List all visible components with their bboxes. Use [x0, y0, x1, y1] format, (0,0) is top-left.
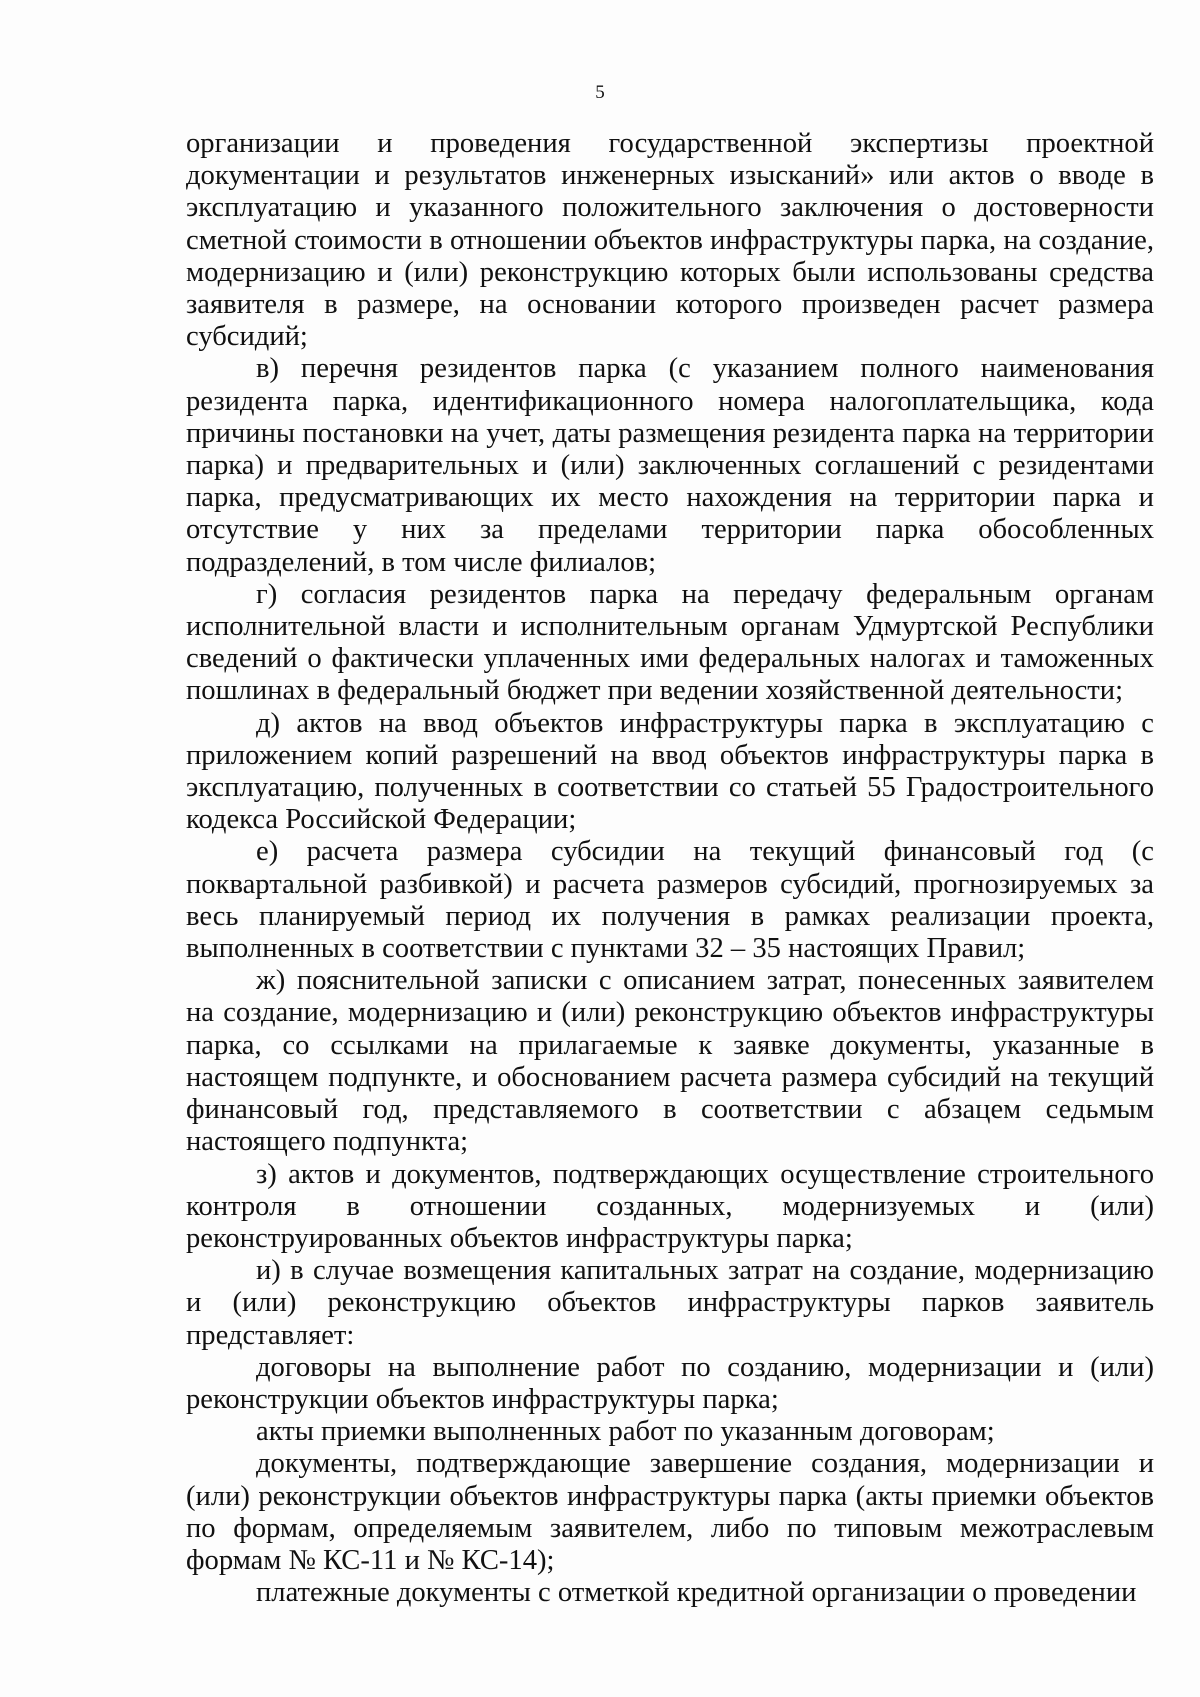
paragraph-item-e: е) расчета размера субсидии на текущий финансовый год (с поквартальной разбивкой) и расчета размеров субсидий, прогнозируемых за весь планируемый период их получения в рамках реализации проекта, выполненных в соответствии с пунктами 32 – 35 настоящих Правил; [186, 836, 1154, 965]
paragraph-item-d: д) актов на ввод объектов инфраструктуры парка в эксплуатацию с приложением копий разрешений на ввод объектов инфраструктуры парка в эксплуатацию, полученных в соответствии со статьей 55 Градостроительного кодекса Российской Федерации; [186, 707, 1154, 836]
paragraph-contracts: договоры на выполнение работ по созданию, модернизации и (или) реконструкции объектов инфраструктуры парка; [186, 1351, 1154, 1415]
paragraph-item-z: з) актов и документов, подтверждающих осуществление строительного контроля в отношении созданных, модернизуемых и (или) реконструированных объектов инфраструктуры парка; [186, 1158, 1154, 1254]
page-number: 5 [595, 82, 605, 103]
paragraph-continued: организации и проведения государственной экспертизы проектной документации и результатов инженерных изысканий» или актов о вводе в эксплуатацию и указанного положительного заключения о достоверности сметной стоимости в отношении объектов инфраструктуры парка, на создание, модернизацию и (или) реконструкцию которых были использованы средства заявителя в размере, на основании которого произведен расчет размера субсидий; [186, 128, 1154, 353]
paragraph-item-v: в) перечня резидентов парка (с указанием полного наименования резидента парка, идентификационного номера налогоплательщика, кода причины постановки на учет, даты размещения резидента парка на территории парка) и предварительных и (или) заключенных соглашений с резидентами парка, предусматривающих их место нахождения на территории парка и отсутствие у них за пределами территории парка обособленных подразделений, в том числе филиалов; [186, 353, 1154, 578]
document-body [186, 128, 1154, 1609]
paragraph-payment-documents: платежные документы с отметкой кредитной организации о проведении [256, 1577, 1137, 1609]
paragraph-item-i: и) в случае возмещения капитальных затрат на создание, модернизацию и (или) реконструкцию объектов инфраструктуры парков заявитель представляет: [186, 1255, 1154, 1351]
paragraph-completion-documents: документы, подтверждающие завершение создания, модернизации и (или) реконструкции объектов инфраструктуры парка (акты приемки объектов по формам, определяемым заявителем, либо по типовым межотраслевым формам № КС-11 и № КС-14); [186, 1448, 1154, 1576]
paragraph-acceptance-acts: акты приемки выполненных работ по указанным договорам; [256, 1416, 995, 1448]
paragraph-item-g: г) согласия резидентов парка на передачу федеральным органам исполнительной власти и исполнительным органам Удмуртской Республики сведений о фактически уплаченных ими федеральных налогах и таможенных пошлинах в федеральный бюджет при ведении хозяйственной деятельности; [186, 578, 1154, 707]
paragraph-item-zh: ж) пояснительной записки с описанием затрат, понесенных заявителем на создание, модернизацию и (или) реконструкцию объектов инфраструктуры парка, со ссылками на прилагаемые к заявке документы, указанные в настоящем подпункте, и обоснованием расчета размера субсидий на текущий финансовый год, представляемого в соответствии с абзацем седьмым настоящего подпункта; [186, 965, 1154, 1158]
